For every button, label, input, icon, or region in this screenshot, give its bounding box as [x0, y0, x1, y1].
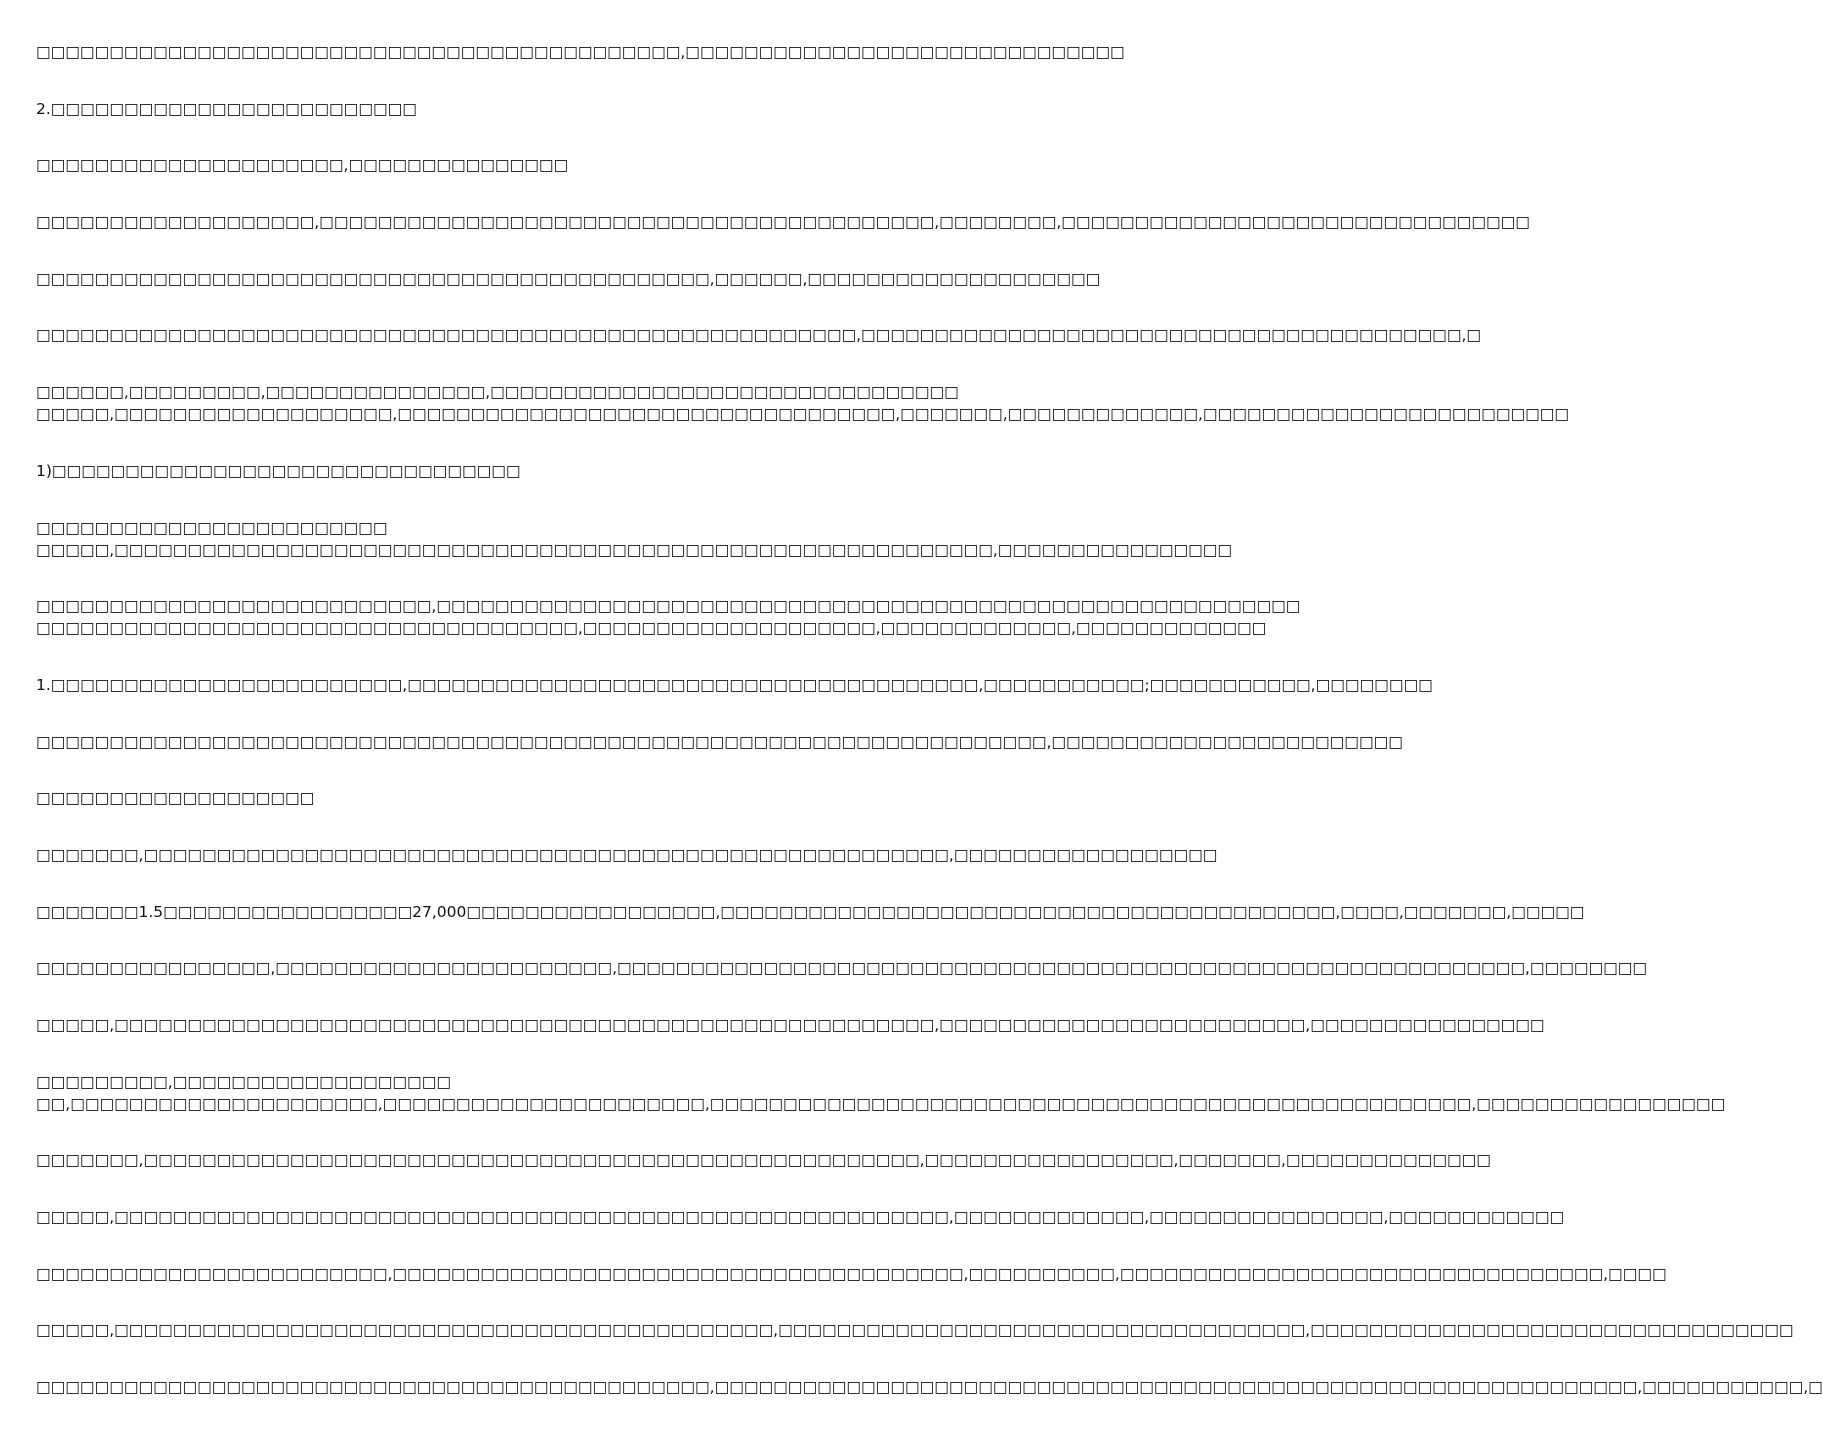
- paragraph: □□□□□□□,□□□□□□□□□□□□□□□□□□□□□□□□□□□□□□□□□□□□□□□□□□□□□□□□□□□□□□□,□□□□□□□□□□□□□□□□□□: [36, 845, 1218, 864]
- section-heading: □□□□□□□□□□□□□□□□□□□□□□□□: [36, 518, 388, 537]
- paragraph: □□□□□□□□□□□□□□□□□□□□□□□□□□□□□□□□□□□□□□□□□□□□□□□□□□□□□□□□,□□□□□□□□□□□□□□□□□□□□□□□□□□□□□□□□□□□□□□□□□,□: [36, 326, 1482, 345]
- section-heading: □□□□□□□□□,□□□□□□□□□□□□□□□□□□□: [36, 1072, 451, 1091]
- paragraph: □□□□□□□□□□□□□□□□□□□,□□□□□□□□□□□□□□□□□□□□□□□□□□□□□□□□□□□□□□□□□□,□□□□□□□□,□□□□□□□□□□□□□□□□□□□□□□□□□□□□□□□□: [36, 213, 1530, 232]
- paragraph: □□□□□,□□□□□□□□□□□□□□□□□□□□□□□□□□□□□□□□□□□□□□□□□□□□□,□□□□□□□□□□□□□□□□□□□□□□□□□□□□□□□□□□□□,□□□□□□□□□□□□□□□□□□□□□□□□□□□□□□□□□: [36, 1321, 1794, 1340]
- section-heading: □□□□□□□□□□□□□□□□□□□: [36, 789, 315, 808]
- paragraph: □□□□□□□1.5□□□□□□□□□□□□□□□□□27,000□□□□□□□□□□□□□□□□□,□□□□□□□□□□□□□□□□□□□□□□□□□□□□□□□□□□□□□□□□□□,□□□□,□□□□□□□,□□□□□: [36, 902, 1585, 921]
- paragraph: □□□□□□□□□□□□□□□□□□□□□□□□,□□□□□□□□□□□□□□□□□□□□□□□□□□□□□□□□□□□□□□□,□□□□□□□□□□,□□□□□□□□□□□□□□□□□□□□□□□□□□□□□□□□□,□□□□: [36, 1264, 1667, 1283]
- paragraph: □□□□□□□□□□□□□□□□□□□□□,□□□□□□□□□□□□□□□: [36, 156, 569, 175]
- paragraph: □□□□□,□□□□□□□□□□□□□□□□□□□□□□□□□□□□□□□□□□□□□□□□□□□□□□□□□□□□□□□□,□□□□□□□□□□□□□□□□□□□□□□□□□,□□□□□□□□□□□□□□□□: [36, 1016, 1545, 1034]
- numbered-paragraph: 1.□□□□□□□□□□□□□□□□□□□□□□□□,□□□□□□□□□□□□□□□□□□□□□□□□□□□□□□□□□□□□□□□,□□□□□□□□□□□;□□□□□□□□□□□,□□□□□□□□: [36, 675, 1433, 694]
- paragraph: □□□□□,□□□□□□□□□□□□□□□□□□□,□□□□□□□□□□□□□□□□□□□□□□□□□□□□□□□□□□,□□□□□□□,□□□□□□□□□□□□□,□□□□□□□□□□□□□□□□□□□□□□□□□: [36, 405, 1570, 424]
- paragraph: □□□□□□□□□□□□□□□□□□□□□□□□□□□□□□□□□□□□□□□□□□□□□□,□□□□□□□□□□□□□□□□□□□□□□□□□□□□□□□□□□□□□□□□□□□□□□□□□□□□□□□□□□□□□□□,□□□□□□□□□□□,□: [36, 1378, 1823, 1397]
- paragraph: □□□□□,□□□□□□□□□□□□□□□□□□□□□□□□□□□□□□□□□□□□□□□□□□□□□□□□□□□□□□□□□,□□□□□□□□□□□□□,□□□□□□□□□□□□□□□□,□□□□□□□□□□□□: [36, 1208, 1565, 1227]
- paragraph: □□,□□□□□□□□□□□□□□□□□□□□□,□□□□□□□□□□□□□□□□□□□□□□,□□□□□□□□□□□□□□□□□□□□□□□□□□□□□□□□□□□□□□□□□□□□□□□□□□□□,□□□□□□□□□□□□□□□□□: [36, 1094, 1726, 1113]
- paragraph: □□□□□□□□□□□□□□□□□□□□□□□□□□□□□□□□□□□□□□□□□□□□□□□□□□□□□□□□□□□□□□□□□□□□□,□□□□□□□□□□□□□□□□□□□□□□□□: [36, 732, 1403, 751]
- paragraph: □□□□□□□□□□□□□□□□□□□□□□□□□□□,□□□□□□□□□□□□□□□□□□□□□□□□□□□□□□□□□□□□□□□□□□□□□□□□□□□□□□□□□□□: [36, 597, 1301, 616]
- paragraph: □□□□□□□□□□□□□□□□□□□□□□□□□□□□□□□□□□□□□□□□□□□□,□□□□□□□□□□□□□□□□□□□□□□□□□□□□□□: [36, 43, 1125, 61]
- numbered-heading: 1)□□□□□□□□□□□□□□□□□□□□□□□□□□□□□□□□: [36, 461, 521, 480]
- paragraph: □□□□□□,□□□□□□□□□,□□□□□□□□□□□□□□□,□□□□□□□□□□□□□□□□□□□□□□□□□□□□□□□□: [36, 383, 959, 402]
- paragraph: □□□□□□□,□□□□□□□□□□□□□□□□□□□□□□□□□□□□□□□□□□□□□□□□□□□□□□□□□□□□□,□□□□□□□□□□□□□□□□□,□□□□□□□,□□□□□□□□□□□□□□: [36, 1151, 1491, 1170]
- paragraph: □□□□□□□□□□□□□□□□,□□□□□□□□□□□□□□□□□□□□□□□,□□□□□□□□□□□□□□□□□□□□□□□□□□□□□□□□□□□□□□□□□□□□□□□□□□□□□□□□□□□□□□,□□□□□□□□: [36, 959, 1648, 978]
- paragraph: □□□□□□□□□□□□□□□□□□□□□□□□□□□□□□□□□□□□□□□□□□□□□□,□□□□□□,□□□□□□□□□□□□□□□□□□□□: [36, 269, 1101, 288]
- document-page: [36, 41, 1823, 1441]
- numbered-heading: 2.□□□□□□□□□□□□□□□□□□□□□□□□□: [36, 99, 417, 118]
- paragraph: □□□□□□□□□□□□□□□□□□□□□□□□□□□□□□□□□□□□□,□□□□□□□□□□□□□□□□□□□□,□□□□□□□□□□□□□,□□□□□□□□□□□□□: [36, 619, 1267, 638]
- paragraph: □□□□□,□□□□□□□□□□□□□□□□□□□□□□□□□□□□□□□□□□□□□□□□□□□□□□□□□□□□□□□□□□□□,□□□□□□□□□□□□□□□□: [36, 540, 1233, 559]
